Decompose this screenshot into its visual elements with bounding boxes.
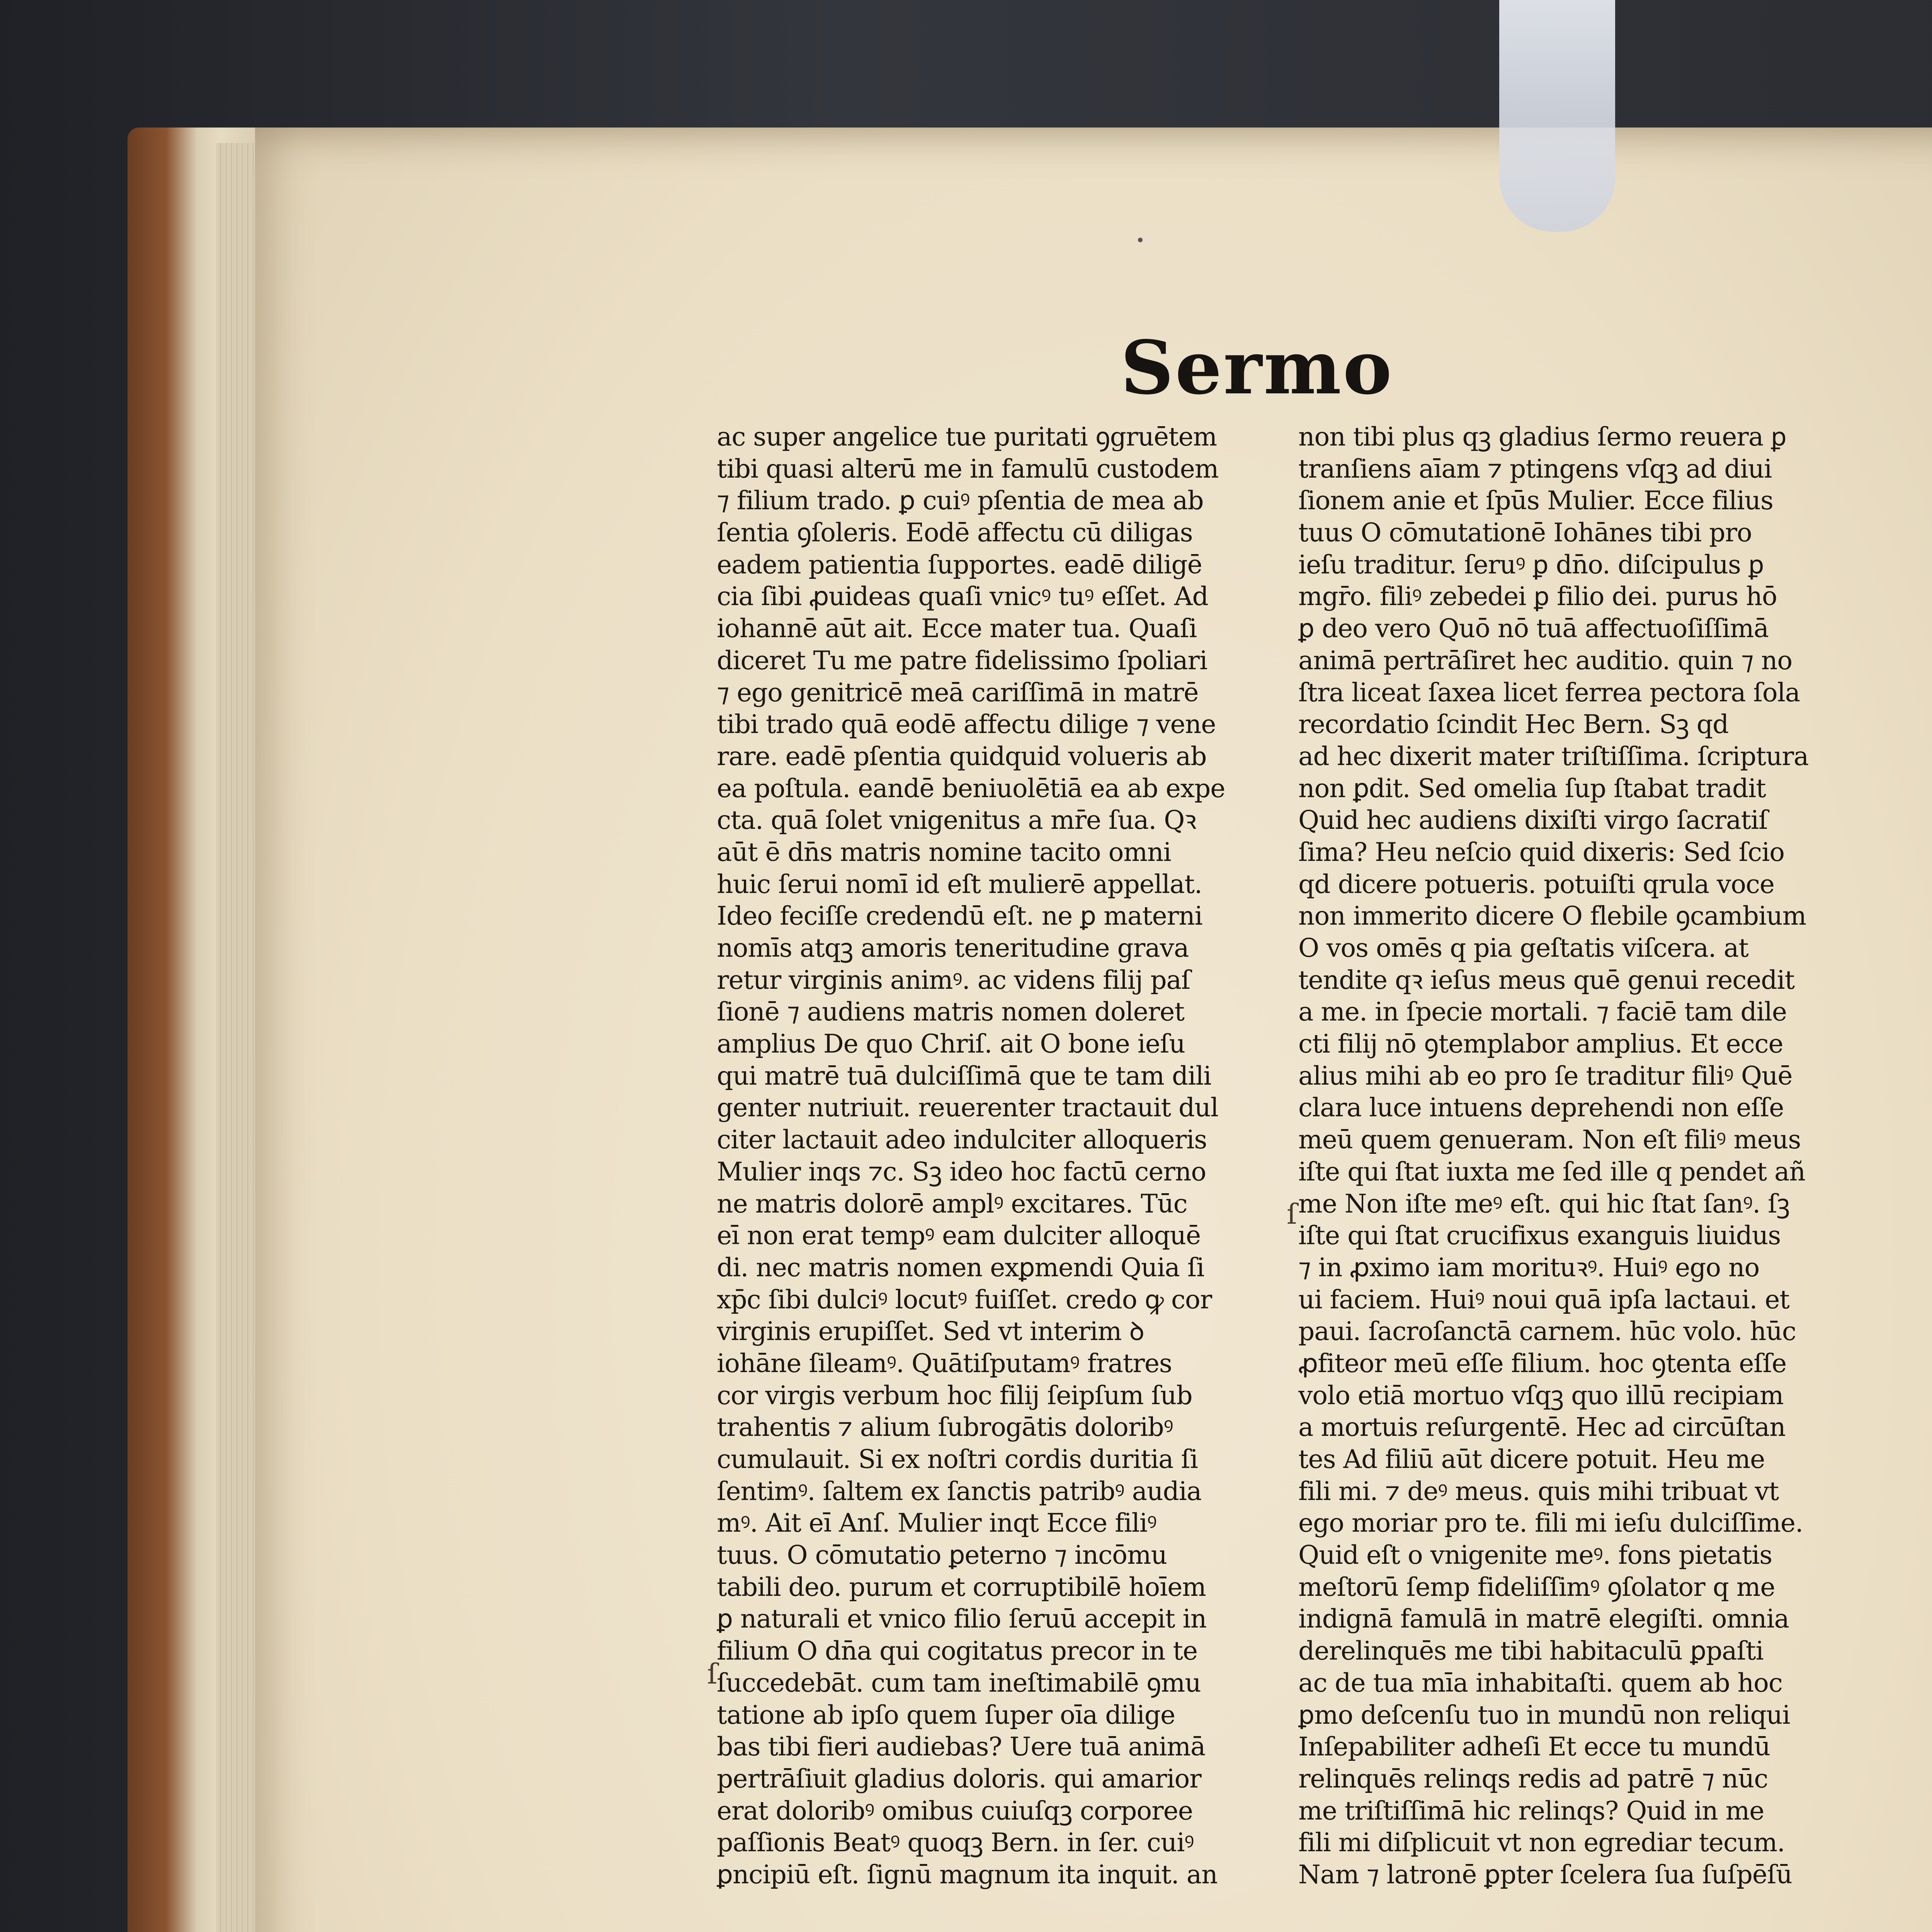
text-line: me Non iſte meꝰ eſt. qui hic ſtat ſanꝰ. ſꝫ bbox=[1298, 1189, 1790, 1219]
text-line: non ꝑdit. Sed omelia ſup ſtabat tradit bbox=[1298, 773, 1766, 803]
text-line: cia ſibi ꝓuideas quaſi vnicꝰ tuꝰ eſſet. Ad bbox=[717, 582, 1208, 612]
page-clip-top bbox=[1499, 0, 1615, 232]
text-line: ꝑncipiū eſt. ſignū magnum ita inquit. an bbox=[717, 1859, 1218, 1889]
text-line: ⁊ ego genitricē meā cariſſimā in matrē bbox=[717, 677, 1199, 707]
margin-note: ſ bbox=[707, 1658, 718, 1690]
text-line: cor virgis verbum hoc filij ſeipſum ſub bbox=[717, 1380, 1192, 1410]
text-line: Inſepabiliter adheſi Et ecce tu mundū bbox=[1298, 1732, 1770, 1762]
text-line: ad hec dixerit mater triſtiſſima. ſcriptura bbox=[1298, 741, 1809, 771]
text-line: diceret Tu me patre fidelissimo ſpoliari bbox=[717, 645, 1208, 675]
text-line: eadem patientia ſupportes. eadē diligē bbox=[717, 549, 1202, 580]
text-line: iohāne ſileamꝰ. Quātiſputamꝰ fratres bbox=[717, 1348, 1172, 1378]
text-line: meſtorū ſemp fideliſſimꝰ ꝯſolator q me bbox=[1298, 1572, 1775, 1602]
text-line: eī non erat tempꝰ eam dulciter alloquē bbox=[717, 1221, 1201, 1251]
text-line: me triſtiſſimā hic relinqs? Quid in me bbox=[1298, 1796, 1764, 1826]
text-line: ſentimꝰ. ſaltem ex ſanctis patribꝰ audia bbox=[717, 1476, 1202, 1506]
text-line: alius mihi ab eo pro ſe traditur filiꝰ Quē bbox=[1298, 1061, 1793, 1091]
text-line: Mulier inqs ⁊c. Sꝫ ideo hoc factū cerno bbox=[717, 1156, 1206, 1187]
text-line: amplius De quo Chriſ. ait O bone ieſu bbox=[717, 1029, 1185, 1059]
text-line: ſionem anie et ſpūs Mulier. Ecce filius bbox=[1298, 486, 1773, 516]
text-line: virginis erupiſſet. Sed vt interim ꝺ bbox=[717, 1316, 1144, 1347]
text-line: di. nec matris nomen exꝑmendi Quia ſi bbox=[717, 1252, 1204, 1282]
text-line: tranſiens aīam ⁊ ptingens vſqꝫ ad diui bbox=[1298, 454, 1772, 484]
text-line: genter nutriuit. reuerenter tractauit dul bbox=[717, 1093, 1218, 1123]
text-line: non immerito dicere O flebile ꝯcambium bbox=[1298, 901, 1806, 931]
text-line: ac de tua mīa inhabitaſti. quem ab hoc bbox=[1298, 1668, 1782, 1698]
text-line: fili mi. ⁊ deꝰ meus. quis mihi tribuat vt bbox=[1298, 1476, 1779, 1506]
text-line: iohannē aūt ait. Ecce mater tua. Quaſi bbox=[717, 614, 1197, 644]
text-line: trahentis ⁊ alium ſubrogātis doloribꝰ bbox=[717, 1412, 1173, 1442]
text-line: animā pertrāſiret hec auditio. quin ⁊ no bbox=[1298, 645, 1793, 675]
text-line: tabili deo. purum et corruptibilē hoīem bbox=[717, 1572, 1206, 1602]
text-line: ꝓfiteor meū eſſe filium. hoc ꝯtenta eſſe bbox=[1298, 1348, 1787, 1378]
text-line: huic ſerui nomī id eſt mulierē appellat. bbox=[717, 869, 1202, 899]
text-line: tibi quasi alterū me in famulū custodem bbox=[717, 454, 1219, 484]
text-line: ſtra liceat ſaxea licet ferrea pectora ſola bbox=[1298, 677, 1800, 707]
text-line: ſentia ꝯſoleris. Eodē affectu cū diligas bbox=[717, 518, 1193, 548]
text-line: ieſu traditur. ſeruꝰ ꝑ dn̄o. diſcipulus ꝑ bbox=[1298, 549, 1764, 580]
text-line: citer lactauit adeo indulciter alloqueris bbox=[717, 1125, 1207, 1155]
text-line: qui matrē tuā dulciſſimā que te tam dili bbox=[717, 1061, 1211, 1091]
text-line: ac super angelice tue puritati ꝯgruētem bbox=[717, 422, 1217, 452]
text-line: paui. ſacroſanctā carnem. hūc volo. hūc bbox=[1298, 1316, 1796, 1347]
text-line: ꝑ deo vero Quō nō tuā affectuoſiſſimā bbox=[1298, 614, 1769, 644]
text-line: ſionē ⁊ audiens matris nomen doleret bbox=[717, 997, 1184, 1027]
text-line: tatione ab ipſo quem ſuper oīa dilige bbox=[717, 1700, 1175, 1730]
text-line: paſſionis Beatꝰ quoqꝫ Bern. in ſer. cuiꝰ bbox=[717, 1828, 1194, 1858]
text-line: ea poſtula. eandē beniuolētiā ea ab expe bbox=[717, 773, 1225, 803]
text-line: tuus O cōmutationē Iohānes tibi pro bbox=[1298, 518, 1752, 548]
text-line: iſte qui ſtat iuxta me ſed ille q pendet añ bbox=[1298, 1156, 1805, 1187]
text-line: filium O dn̄a qui cogitatus precor in te bbox=[717, 1636, 1197, 1666]
text-line: tuus. O cōmutatio ꝑeterno ⁊ incōmu bbox=[717, 1540, 1167, 1570]
text-line: O vos omēs q pia geſtatis viſcera. at bbox=[1298, 933, 1748, 963]
text-line: ꝑmo deſcenſu tuo in mundū non reliqui bbox=[1298, 1700, 1790, 1730]
text-line: Ideo feciſſe credendū eſt. ne ꝑ materni bbox=[717, 901, 1202, 931]
text-line: cti filij nō ꝯtemplabor amplius. Et ecce bbox=[1298, 1029, 1783, 1059]
text-line: erat doloribꝰ omibus cuiuſqꝫ corporee bbox=[717, 1796, 1193, 1826]
text-line: cumulauit. Si ex noſtri cordis duritia ſi bbox=[717, 1444, 1198, 1474]
text-line: tibi trado quā eodē affectu dilige ⁊ vene bbox=[717, 709, 1216, 740]
text-line: volo etiā mortuo vſqꝫ quo illū recipiam bbox=[1298, 1380, 1784, 1410]
left-text-column bbox=[717, 421, 1265, 1932]
text-line: rare. eadē pſentia quidquid volueris ab bbox=[717, 741, 1207, 771]
text-line: Quid hec audiens dixiſti virgo ſacratiſ bbox=[1298, 805, 1768, 835]
text-line: Quid eſt o vnigenite meꝰ. fons pietatis bbox=[1298, 1540, 1772, 1570]
text-line: indignā famulā in matrē elegiſti. omnia bbox=[1298, 1604, 1789, 1634]
text-line: bas tibi fieri audiebas? Uere tuā animā bbox=[717, 1732, 1206, 1762]
text-line: relinquēs relinqs redis ad patrē ⁊ nūc bbox=[1298, 1764, 1768, 1794]
text-line: mgr̄o. filiꝰ zebedei ꝑ filio dei. purus hō bbox=[1298, 582, 1777, 612]
text-line: clara luce intuens deprehendi non eſſe bbox=[1298, 1093, 1784, 1123]
right-text-column bbox=[1298, 421, 1847, 1932]
text-line: fili mi diſplicuit vt non egrediar tecum. bbox=[1298, 1828, 1785, 1858]
text-line: qd dicere potueris. potuiſti qrula voce bbox=[1298, 869, 1774, 899]
text-line: a mortuis reſurgentē. Hec ad circūſtan bbox=[1298, 1412, 1786, 1442]
text-line: iſte qui ſtat crucifixus exanguis liuidus bbox=[1298, 1221, 1781, 1251]
text-line: ego moriar pro te. fili mi ieſu dulciſſime. bbox=[1298, 1508, 1803, 1538]
text-line: aūt ē dn̄s matris nomine tacito omni bbox=[717, 837, 1171, 867]
running-head: Sermo bbox=[1121, 325, 1393, 411]
text-line: meū quem genueram. Non eſt filiꝰ meus bbox=[1298, 1125, 1801, 1155]
text-line: derelinquēs me tibi habitaculū ꝑpaſti bbox=[1298, 1636, 1764, 1666]
text-line: retur virginis animꝰ. ac videns filij paſ bbox=[717, 965, 1190, 995]
text-line: mꝰ. Ait eī Anſ. Mulier inqt Ecce filiꝰ bbox=[717, 1508, 1157, 1538]
margin-note: ſ bbox=[1287, 1198, 1297, 1230]
text-line: cta. quā ſolet vnigenitus a mr̄e ſua. Qꝛ bbox=[717, 805, 1196, 835]
text-line: nomīs atqꝫ amoris teneritudine grava bbox=[717, 933, 1189, 963]
text-line: ne matris dolorē amplꝰ excitares. Tūc bbox=[717, 1189, 1187, 1219]
text-line: non tibi plus qꝫ gladius ſermo reuera ꝑ bbox=[1298, 422, 1786, 452]
text-line: ⁊ in ꝓximo iam morituꝛꝰ. Huiꝰ ego no bbox=[1298, 1252, 1760, 1282]
text-line: tes Ad filiū aūt dicere potuit. Heu me bbox=[1298, 1444, 1765, 1474]
text-line: ꝑ naturali et vnico filio ſeruū accepit in bbox=[717, 1604, 1207, 1634]
text-line: xp̄c ſibi dulciꝰ locutꝰ fuiſſet. credo ꝙ cor bbox=[717, 1284, 1212, 1315]
text-line: ⁊ filium trado. ꝑ cuiꝰ pſentia de mea ab bbox=[717, 486, 1204, 516]
text-line: recordatio ſcindit Hec Bern. Sꝫ qd bbox=[1298, 709, 1729, 740]
text-line: a me. in ſpecie mortali. ⁊ faciē tam dile bbox=[1298, 997, 1787, 1027]
text-line: pertrāſiuit gladius doloris. qui amarior bbox=[717, 1764, 1201, 1794]
ink-dot bbox=[1138, 238, 1143, 242]
text-line: ſuccedebāt. cum tam ineſtimabilē ꝯmu bbox=[717, 1668, 1201, 1698]
text-line: ſima? Heu neſcio quid dixeris: Sed ſcio bbox=[1298, 837, 1784, 867]
text-line: ui faciem. Huiꝰ noui quā ipſa lactaui. et bbox=[1298, 1284, 1789, 1315]
text-line: Nam ⁊ latronē ꝑpter ſcelera ſua ſuſpēſū bbox=[1298, 1859, 1792, 1889]
text-line: tendite qꝛ ieſus meus quē genui recedit bbox=[1298, 965, 1795, 995]
